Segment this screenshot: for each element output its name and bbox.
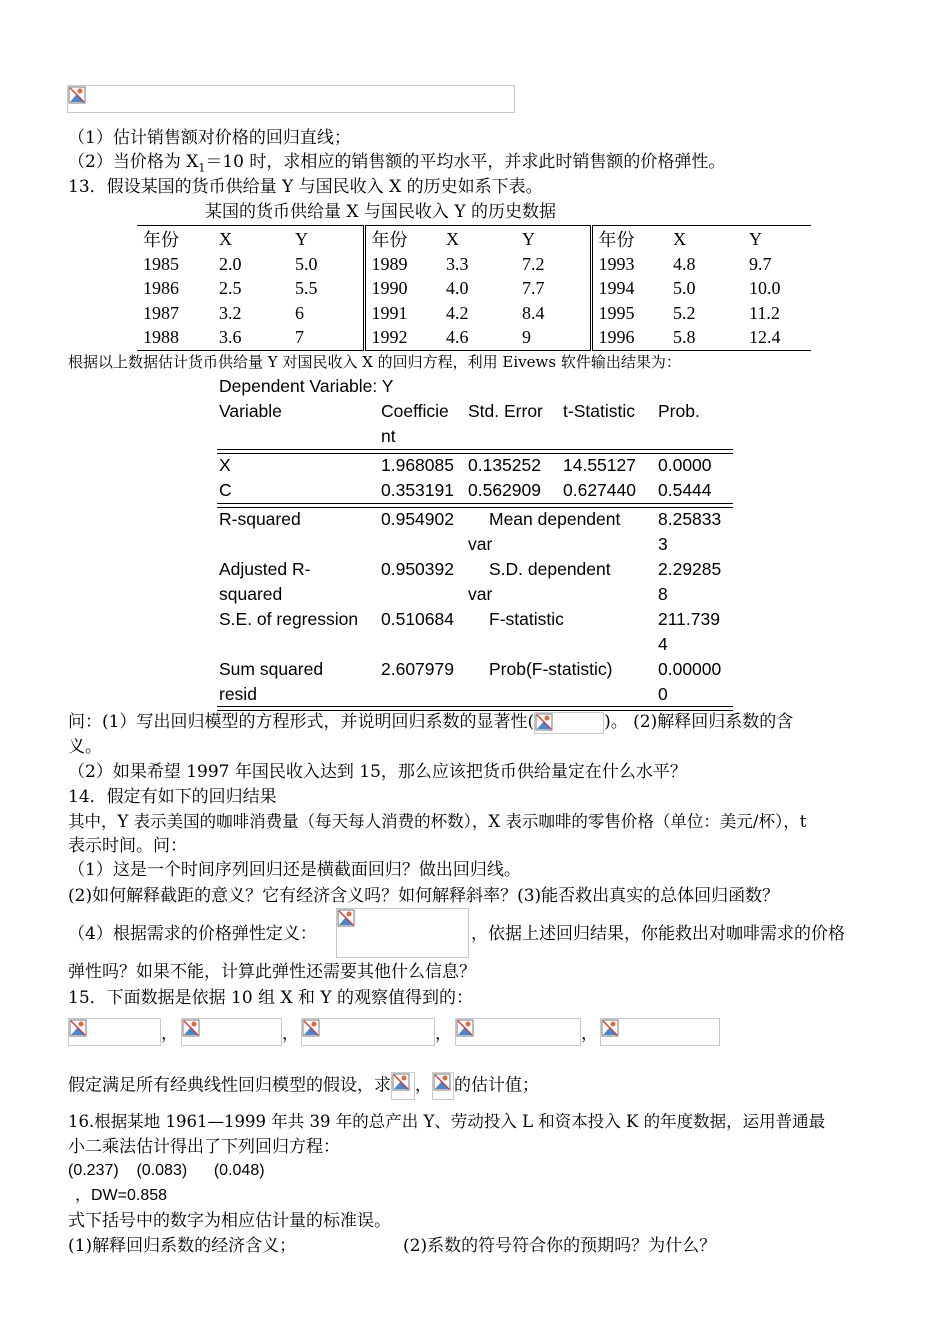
q13-ask1: 问：(1）写出回归模型的方程形式，并说明回归系数的显著性( )。 (2)解释回归系数的含 (68, 712, 794, 732)
q16-a2: (2)系数的符号符合你的预期吗？为什么？ (403, 1236, 717, 1256)
x-se: 0.135252 (468, 455, 541, 475)
table-row: 1986 2.5 5.5 1990 4.0 7.7 1994 5.0 10.0 (137, 277, 811, 302)
header-variable: Variable (219, 401, 282, 421)
f-stat-value-cont: 4 (658, 634, 668, 654)
eviews-intro: 根据以上数据估计货币供给量 Y 对国民收入 X 的回归方程，利用 Eivews 软件输出结果为： (68, 353, 681, 371)
prob-f-value: 0.00000 (658, 659, 722, 679)
comma: ， (161, 1024, 178, 1044)
x-coef: 1.968085 (381, 455, 454, 475)
adj-r2-label-cont: squared (219, 584, 283, 604)
q13-ask1-cont: 义。 (68, 737, 102, 757)
se-reg-label: S.E. of regression (219, 609, 359, 629)
mean-dep-value-cont: 3 (658, 534, 668, 554)
mean-dep-label: Mean dependent (489, 509, 621, 529)
sd-dep-label-cont: var (468, 584, 493, 604)
q16-line2: 小二乘法估计得出了下列回归方程： (68, 1137, 340, 1157)
image-placeholder-beta1 (391, 1072, 415, 1100)
f-stat-value: 211.739 (658, 609, 720, 629)
r2-value: 0.954902 (381, 509, 454, 529)
header-std-error: Std. Error (468, 401, 543, 421)
header-t-stat: t-Statistic (563, 401, 635, 421)
q16-line1: 16.根据某地 1961—1999 年共 39 年的总产出 Y、劳动投入 L 和资本投入 K 的年度数据，运用普通最 (68, 1112, 826, 1131)
header-coef: Coefficie (381, 401, 449, 421)
broken-image-icon (456, 1019, 474, 1037)
x-label: X (219, 455, 231, 475)
mean-dep-label-cont: var (468, 534, 493, 554)
sd-dep-label: S.D. dependent (489, 559, 611, 579)
f-stat-label: F-statistic (489, 609, 564, 629)
sd-dep-value-cont: 8 (658, 584, 668, 604)
table-row: 1987 3.2 6 1991 4.2 8.4 1995 5.2 11.2 (137, 301, 811, 326)
x-t: 14.55127 (563, 455, 636, 475)
comma: ， (282, 1024, 299, 1044)
broken-image-icon (337, 909, 355, 927)
q14-line1: 其中，Y 表示美国的咖啡消费量（每天每人消费的杯数），X 表示咖啡的零售价格（单位：美元/杯），t (68, 812, 807, 831)
image-placeholder-data-1 (68, 1018, 161, 1046)
broken-image-icon (433, 1073, 451, 1091)
q16-dw: ，DW=0.858 (75, 1187, 168, 1204)
image-placeholder-data-5 (600, 1018, 720, 1046)
prob-f-value-cont: 0 (658, 684, 668, 704)
broken-image-icon (302, 1019, 320, 1037)
q16-se-line: (0.237) (0.083) (0.048) (68, 1162, 265, 1179)
q14-line6: 弹性吗？如果不能，计算此弹性还需要其他什么信息？ (68, 962, 476, 982)
header-coef-cont: nt (381, 426, 396, 446)
header-prob: Prob. (658, 401, 700, 421)
broken-image-icon (601, 1019, 619, 1037)
table-row: 1985 2.0 5.0 1989 3.3 7.2 1993 4.8 9.7 (137, 252, 811, 277)
image-placeholder-elasticity (336, 908, 469, 958)
q14-line2: 表示时间。问： (68, 836, 187, 856)
sd-dep-value: 2.29285 (658, 559, 722, 579)
broken-image-icon (392, 1073, 410, 1091)
adj-r2-value: 0.950392 (381, 559, 454, 579)
q12-part2: （2）当价格为 $X_1=10$ 时，求相应的销售额的平均水平，并求此时销售额的价格弹性。 (68, 152, 726, 175)
image-placeholder-data-2 (181, 1018, 282, 1046)
q15-assume: 假定满足所有经典线性回归模型的假设，求 ， 的估计值； (68, 1072, 539, 1100)
broken-image-icon (182, 1019, 200, 1037)
q12-part1: （1）估计销售额对价格的回归直线； (68, 128, 351, 148)
q16-note: 式下括号中的数字为相应估计量的标准误。 (68, 1211, 391, 1231)
q14-line3: （1）这是一个时间序列回归还是横截面回归？做出回归线。 (68, 860, 521, 880)
c-coef: 0.353191 (381, 480, 454, 500)
image-placeholder-top (67, 85, 515, 113)
table-header-row: 年份 X Y 年份 X Y 年份 X Y (137, 226, 811, 253)
c-prob: 0.5444 (658, 480, 712, 500)
image-placeholder-data-4 (455, 1018, 581, 1046)
q14-line5-pre: （4）根据需求的价格弹性定义： (68, 924, 317, 944)
mean-dep-value: 8.25833 (658, 509, 722, 529)
table-row: 1988 3.6 7 1992 4.6 9 1996 5.8 12.4 (137, 326, 811, 351)
x-prob: 0.0000 (658, 455, 712, 475)
image-placeholder-data-3 (301, 1018, 435, 1046)
q16-a1: (1)解释回归系数的经济含义； (68, 1236, 297, 1256)
q14-line4: (2)如何解释截距的意义？它有经济含义吗？如何解释斜率？(3)能否救出真实的总体回归函数？ (68, 886, 780, 906)
r2-label: R-squared (219, 509, 301, 529)
history-table (137, 225, 811, 351)
q15-intro: 15．下面数据是依据 10 组 X 和 Y 的观察值得到的： (68, 988, 474, 1008)
image-placeholder-inline (534, 712, 604, 734)
broken-image-icon (69, 1019, 87, 1037)
c-se: 0.562909 (468, 480, 541, 500)
ssr-label: Sum squared (219, 659, 324, 679)
q14-line5-post: ，依据上述回归结果，你能救出对咖啡需求的价格 (471, 924, 845, 944)
se-reg-value: 0.510684 (381, 609, 454, 629)
ssr-value: 2.607979 (381, 659, 454, 679)
ssr-label-cont: resid (219, 684, 257, 704)
prob-f-label: Prob(F-statistic) (489, 659, 613, 679)
q13-ask2: （2）如果希望 1997 年国民收入达到 15，那么应该把货币供给量定在什么水平？ (68, 762, 687, 782)
broken-image-icon (68, 86, 86, 104)
c-label: C (219, 480, 232, 500)
dependent-variable: Dependent Variable: Y (219, 376, 394, 396)
comma: ， (435, 1024, 452, 1044)
c-t: 0.627440 (563, 480, 636, 500)
comma: ， (581, 1024, 598, 1044)
q13-intro: 13．假设某国的货币供给量 Y 与国民收入 X 的历史如系下表。 (68, 177, 543, 197)
adj-r2-label: Adjusted R- (219, 559, 311, 579)
broken-image-icon (535, 713, 553, 731)
image-placeholder-beta2 (432, 1072, 454, 1100)
q14-intro: 14．假定有如下的回归结果 (68, 787, 277, 807)
table-caption: 某国的货币供给量 X 与国民收入 Y 的历史数据 (205, 202, 556, 222)
